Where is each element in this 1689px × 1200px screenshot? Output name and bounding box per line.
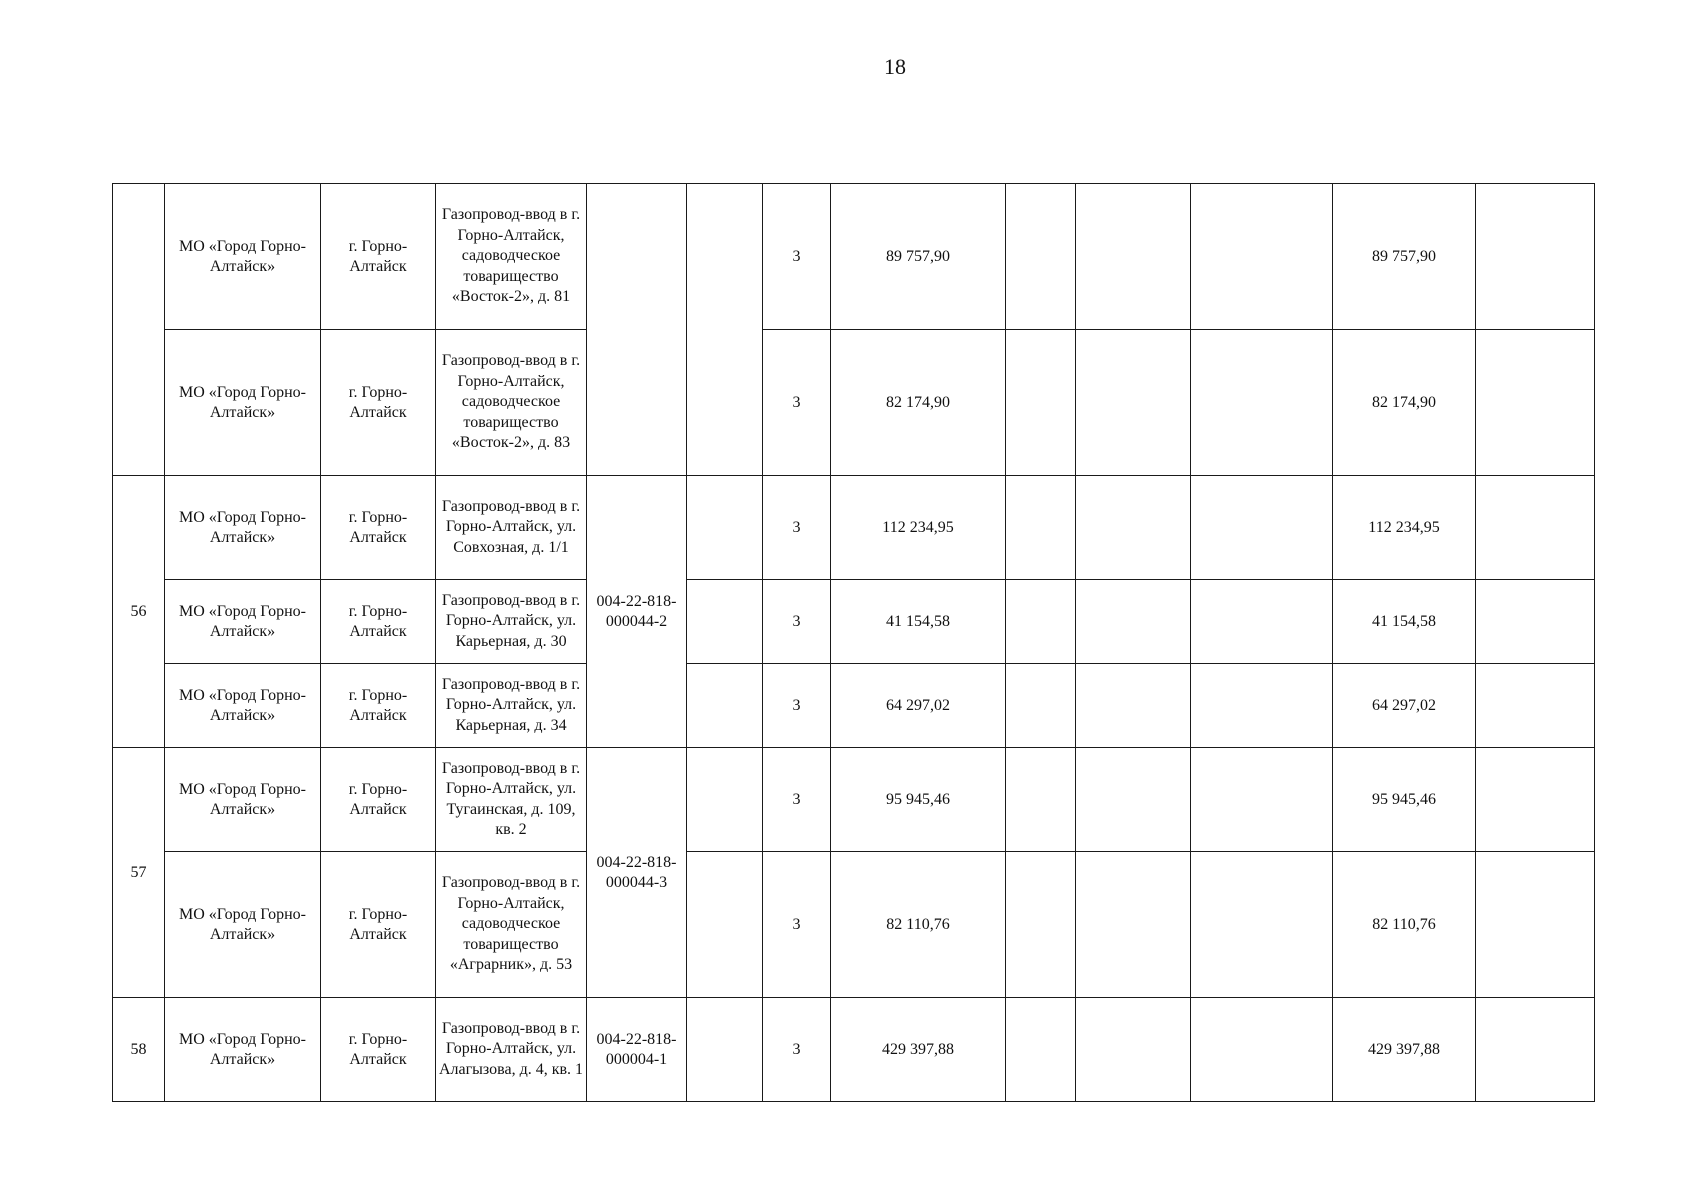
cadastral-code-cell: 004-22-818-000044-3 (587, 748, 687, 998)
total-cell: 64 297,02 (1333, 664, 1476, 748)
empty-cell (1191, 580, 1333, 664)
empty-cell (1006, 330, 1076, 476)
cadastral-code-cell (587, 184, 687, 476)
municipality-cell: МО «Город Горно-Алтайск» (165, 184, 321, 330)
table-row (113, 184, 1595, 330)
empty-cell (1076, 330, 1191, 476)
empty-cell (687, 998, 763, 1102)
row-number: 57 (113, 748, 165, 998)
total-cell: 112 234,95 (1333, 476, 1476, 580)
cost-cell: 41 154,58 (831, 580, 1006, 664)
empty-cell (1476, 998, 1595, 1102)
object-cell: Газопровод-ввод в г. Горно-Алтайск, ул. Карьерная, д. 34 (436, 664, 587, 748)
empty-cell (687, 748, 763, 852)
municipality-cell: МО «Город Горно-Алтайск» (165, 330, 321, 476)
empty-cell (687, 580, 763, 664)
empty-cell (1076, 998, 1191, 1102)
estimate-table (112, 183, 1595, 1102)
cost-cell: 82 174,90 (831, 330, 1006, 476)
object-cell: Газопровод-ввод в г. Горно-Алтайск, ул. Совхозная, д. 1/1 (436, 476, 587, 580)
empty-cell (1076, 852, 1191, 998)
quantity-cell: 3 (763, 664, 831, 748)
empty-cell (1076, 184, 1191, 330)
empty-cell (1076, 664, 1191, 748)
municipality-cell: МО «Город Горно-Алтайск» (165, 998, 321, 1102)
locality-cell: г. Горно-Алтайск (321, 748, 436, 852)
locality-cell: г. Горно-Алтайск (321, 664, 436, 748)
empty-cell (1076, 476, 1191, 580)
municipality-cell: МО «Город Горно-Алтайск» (165, 476, 321, 580)
object-cell: Газопровод-ввод в г. Горно-Алтайск, садоводческое товарищество «Аграрник», д. 53 (436, 852, 587, 998)
row-number (113, 184, 165, 476)
table-row (113, 998, 1595, 1102)
empty-cell (687, 664, 763, 748)
object-cell: Газопровод-ввод в г. Горно-Алтайск, садоводческое товарищество «Восток-2», д. 83 (436, 330, 587, 476)
quantity-cell: 3 (763, 998, 831, 1102)
empty-cell (1476, 664, 1595, 748)
row-number: 56 (113, 476, 165, 748)
municipality-cell: МО «Город Горно-Алтайск» (165, 664, 321, 748)
empty-cell (1191, 184, 1333, 330)
empty-cell (1476, 852, 1595, 998)
table-row (113, 748, 1595, 852)
total-cell: 82 110,76 (1333, 852, 1476, 998)
empty-cell (1076, 748, 1191, 852)
table-row (113, 476, 1595, 580)
total-cell: 89 757,90 (1333, 184, 1476, 330)
empty-cell (687, 476, 763, 580)
locality-cell: г. Горно-Алтайск (321, 476, 436, 580)
cost-cell: 64 297,02 (831, 664, 1006, 748)
cost-cell: 429 397,88 (831, 998, 1006, 1102)
empty-cell (1006, 998, 1076, 1102)
quantity-cell: 3 (763, 748, 831, 852)
empty-cell (1006, 852, 1076, 998)
empty-cell (687, 184, 763, 476)
table-row (113, 580, 1595, 664)
cadastral-code-cell: 004-22-818-000044-2 (587, 476, 687, 748)
locality-cell: г. Горно-Алтайск (321, 852, 436, 998)
empty-cell (1476, 476, 1595, 580)
empty-cell (1191, 664, 1333, 748)
total-cell: 429 397,88 (1333, 998, 1476, 1102)
total-cell: 82 174,90 (1333, 330, 1476, 476)
empty-cell (1006, 580, 1076, 664)
empty-cell (687, 852, 763, 998)
cost-cell: 95 945,46 (831, 748, 1006, 852)
cost-cell: 89 757,90 (831, 184, 1006, 330)
empty-cell (1191, 476, 1333, 580)
object-cell: Газопровод-ввод в г. Горно-Алтайск, ул. Карьерная, д. 30 (436, 580, 587, 664)
table-row (113, 330, 1595, 476)
municipality-cell: МО «Город Горно-Алтайск» (165, 748, 321, 852)
empty-cell (1476, 184, 1595, 330)
municipality-cell: МО «Город Горно-Алтайск» (165, 852, 321, 998)
empty-cell (1191, 998, 1333, 1102)
object-cell: Газопровод-ввод в г. Горно-Алтайск, ул. Тугаинская, д. 109, кв. 2 (436, 748, 587, 852)
cost-cell: 112 234,95 (831, 476, 1006, 580)
locality-cell: г. Горно-Алтайск (321, 998, 436, 1102)
quantity-cell: 3 (763, 852, 831, 998)
table-row (113, 664, 1595, 748)
cost-cell: 82 110,76 (831, 852, 1006, 998)
quantity-cell: 3 (763, 580, 831, 664)
locality-cell: г. Горно-Алтайск (321, 184, 436, 330)
empty-cell (1006, 748, 1076, 852)
empty-cell (1476, 330, 1595, 476)
quantity-cell: 3 (763, 184, 831, 330)
total-cell: 41 154,58 (1333, 580, 1476, 664)
empty-cell (1476, 748, 1595, 852)
empty-cell (1191, 748, 1333, 852)
empty-cell (1006, 664, 1076, 748)
locality-cell: г. Горно-Алтайск (321, 330, 436, 476)
empty-cell (1191, 852, 1333, 998)
empty-cell (1476, 580, 1595, 664)
object-cell: Газопровод-ввод в г. Горно-Алтайск, садоводческое товарищество «Восток-2», д. 81 (436, 184, 587, 330)
quantity-cell: 3 (763, 330, 831, 476)
quantity-cell: 3 (763, 476, 831, 580)
empty-cell (1006, 476, 1076, 580)
page-number: 18 (884, 54, 906, 79)
empty-cell (1191, 330, 1333, 476)
empty-cell (1076, 580, 1191, 664)
object-cell: Газопровод-ввод в г. Горно-Алтайск, ул. Алагызова, д. 4, кв. 1 (436, 998, 587, 1102)
empty-cell (1006, 184, 1076, 330)
total-cell: 95 945,46 (1333, 748, 1476, 852)
municipality-cell: МО «Город Горно-Алтайск» (165, 580, 321, 664)
cadastral-code-cell: 004-22-818-000004-1 (587, 998, 687, 1102)
locality-cell: г. Горно-Алтайск (321, 580, 436, 664)
row-number: 58 (113, 998, 165, 1102)
table-row (113, 852, 1595, 998)
